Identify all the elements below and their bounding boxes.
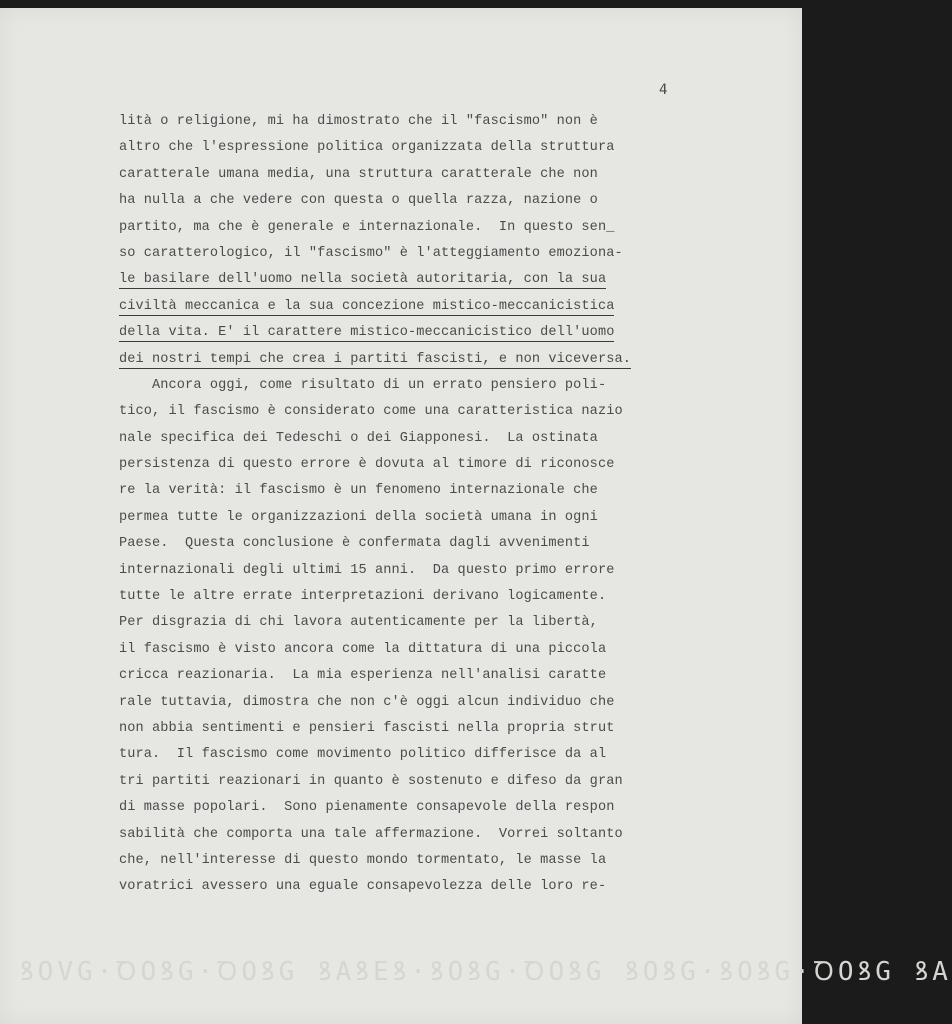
- text-line: nale specifica dei Tedeschi o dei Giapponesi. La ostinata: [119, 430, 598, 446]
- underlined-text: dei nostri tempi che crea i partiti fascisti, e non viceversa.: [119, 351, 631, 367]
- paper-watermark: ꝸOVG·ꝹOꝸG·ꝹOꝸG ꝸAꝸEꝸ·ꝸOꝸG·ꝹOꝸG ꝸOꝸG·ꝸOꝸG·ꝹOꝸG ꝸA: [20, 957, 952, 987]
- text-line: partito, ma che è generale e internazionale. In questo sen_: [119, 219, 615, 235]
- page-number: 4: [659, 82, 668, 98]
- text-line: Ancora oggi, come risultato di un errato pensiero poli-: [119, 377, 607, 393]
- text-line: Paese. Questa conclusione è confermata dagli avvenimenti: [119, 536, 590, 552]
- underlined-text-line: [119, 294, 719, 320]
- text-line: di masse popolari. Sono pienamente consapevole della respon: [119, 800, 615, 816]
- underlined-text: della vita. E' il carattere mistico-meccanicistico dell'uomo: [119, 325, 615, 341]
- text-line: cricca reazionaria. La mia esperienza nell'analisi caratte: [119, 668, 607, 684]
- underlined-text-line: [119, 347, 719, 373]
- underlined-text: civiltà meccanica e la sua concezione mistico-meccanicistica: [119, 298, 615, 314]
- text-line: non abbia sentimenti e pensieri fascisti nella propria strut: [119, 720, 615, 736]
- text-line: tico, il fascismo è considerato come una caratteristica nazio: [119, 404, 623, 420]
- text-line: caratterale umana media, una struttura caratterale che non: [119, 166, 598, 182]
- text-line: che, nell'interesse di questo mondo tormentato, le masse la: [119, 852, 607, 868]
- text-line: internazionali degli ultimi 15 anni. Da questo primo errore: [119, 562, 615, 578]
- text-line: Per disgrazia di chi lavora autenticamente per la libertà,: [119, 615, 598, 631]
- text-line: rale tuttavia, dimostra che non c'è oggi alcun individuo che: [119, 694, 615, 710]
- text-line: il fascismo è visto ancora come la dittatura di una piccola: [119, 641, 607, 657]
- text-line: altro che l'espressione politica organizzata della struttura: [119, 140, 615, 156]
- underlined-text-line: [119, 267, 719, 293]
- underlined-text: le basilare dell'uomo nella società autoritaria, con la sua: [119, 272, 607, 288]
- underlined-text-line: [119, 320, 719, 346]
- text-line: so caratterologico, il "fascismo" è l'atteggiamento emoziona-: [119, 245, 623, 261]
- text-line: tutte le altre errate interpretazioni derivano logicamente.: [119, 589, 607, 605]
- text-line: tura. Il fascismo come movimento politico differisce da al: [119, 747, 607, 763]
- text-line: ha nulla a che vedere con questa o quella razza, nazione o: [119, 193, 598, 209]
- text-line: sabilità che comporta una tale affermazione. Vorrei soltanto: [119, 826, 623, 842]
- body-text: [119, 109, 719, 901]
- text-line: permea tutte le organizzazioni della società umana in ogni: [119, 509, 598, 525]
- text-line: re la verità: il fascismo è un fenomeno internazionale che: [119, 483, 598, 499]
- text-line: persistenza di questo errore è dovuta al timore di riconosce: [119, 457, 615, 473]
- text-line: tri partiti reazionari in quanto è sostenuto e difeso da gran: [119, 773, 623, 789]
- text-line: lità o religione, mi ha dimostrato che il "fascismo" non è: [119, 114, 598, 129]
- text-line: voratrici avessero una eguale consapevolezza delle loro re-: [119, 879, 607, 895]
